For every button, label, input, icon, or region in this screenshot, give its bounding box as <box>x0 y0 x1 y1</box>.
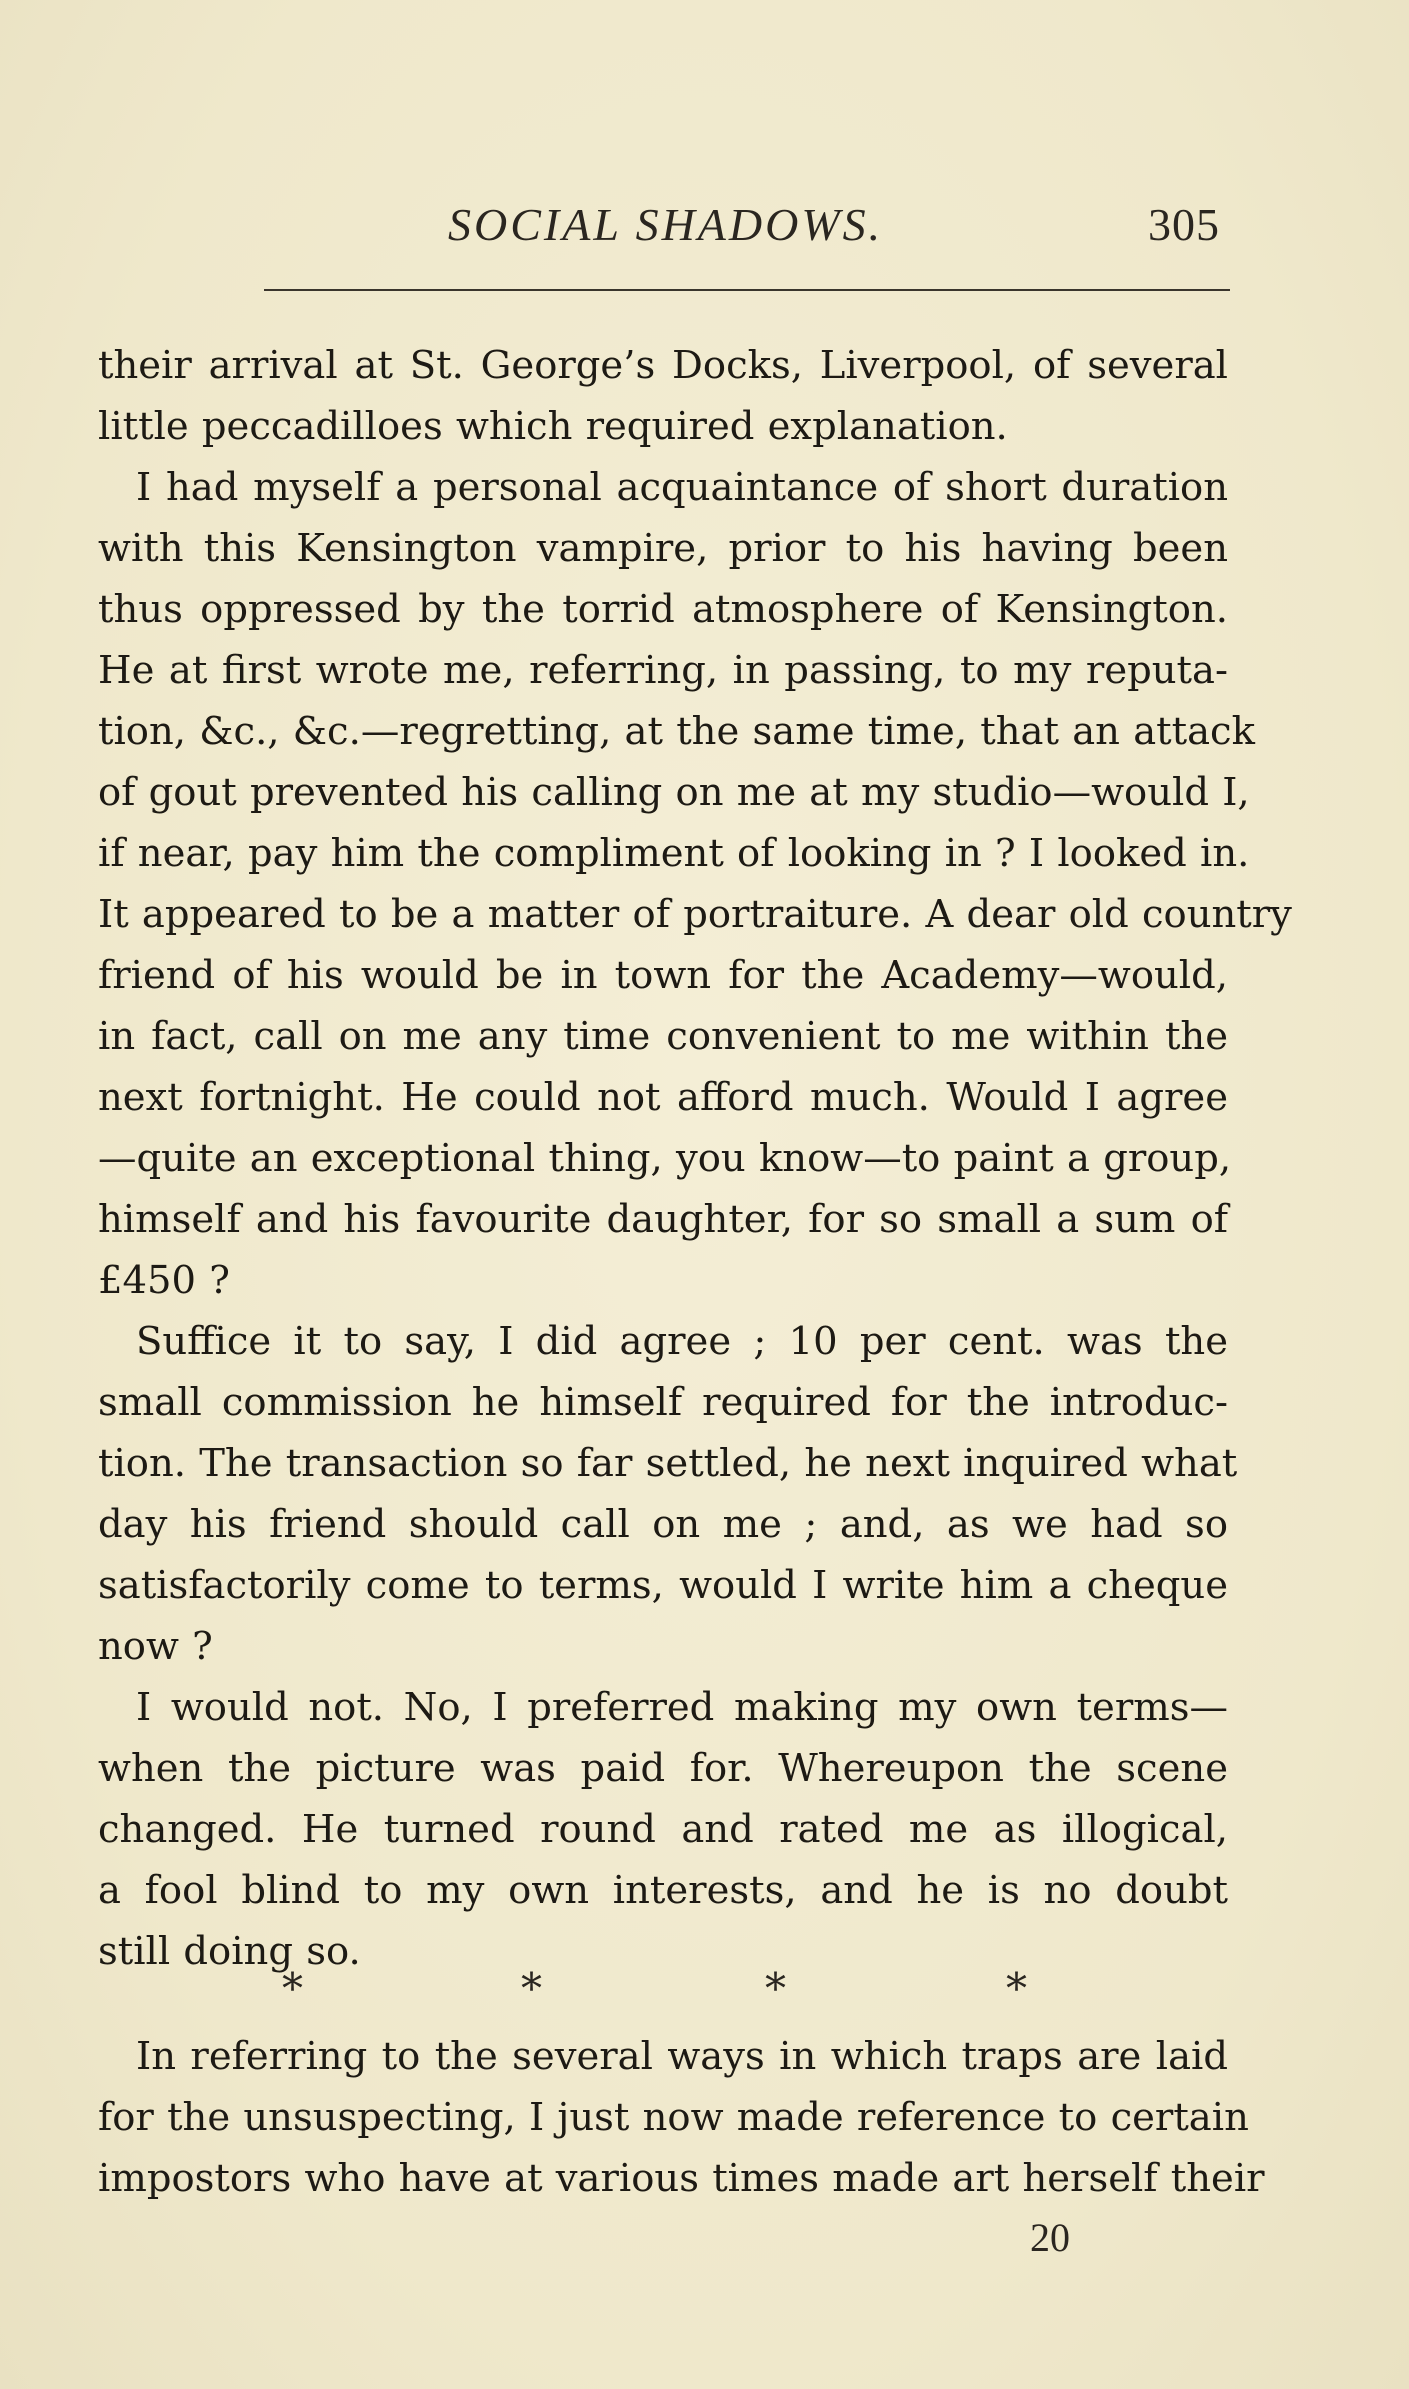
text-line: changed. He turned round and rated me as illogical, <box>98 1807 1228 1852</box>
text-line: thus oppressed by the torrid atmosphere of Kensington. <box>98 587 1228 632</box>
signature-mark: 20 <box>1030 2215 1070 2260</box>
text-line: In referring to the several ways in which traps are laid <box>136 2034 1228 2079</box>
asterisk: * <box>765 1964 786 2013</box>
text-line: now ? <box>98 1624 213 1669</box>
text-line: tion, &c., &c.—regretting, at the same time, that an attack <box>98 709 1255 754</box>
text-line: Suffice it to say, I did agree ; 10 per cent. was the <box>136 1319 1228 1364</box>
text-line: I would not. No, I preferred making my own terms— <box>136 1685 1228 1730</box>
text-line: tion. The transaction so far settled, he next inquired what <box>98 1441 1238 1486</box>
page-number: 305 <box>1148 199 1220 250</box>
asterisk: * <box>1006 1964 1027 2013</box>
text-line: of gout prevented his calling on me at my studio—would I, <box>98 770 1250 815</box>
running-head: SOCIAL SHADOWS. <box>448 199 884 250</box>
text-line: small commission he himself required for the introduc- <box>98 1380 1228 1425</box>
text-line: for the unsuspecting, I just now made reference to certain <box>98 2095 1249 2140</box>
text-line: It appeared to be a matter of portraiture. A dear old country <box>98 892 1292 937</box>
text-line: satisfactorily come to terms, would I write him a cheque <box>98 1563 1228 1608</box>
page-header <box>98 198 1228 258</box>
text-line: still doing so. <box>98 1929 361 1974</box>
text-line: if near, pay him the compliment of looking in ? I looked in. <box>98 831 1250 876</box>
section-separator <box>0 1964 1409 2014</box>
text-line: himself and his favourite daughter, for so small a sum of <box>98 1197 1228 1242</box>
text-line: I had myself a personal acquaintance of short duration <box>136 465 1228 510</box>
text-line: —quite an exceptional thing, you know—to paint a group, <box>98 1136 1232 1181</box>
text-line: day his friend should call on me ; and, as we had so <box>98 1502 1228 1547</box>
text-line: friend of his would be in town for the Academy—would, <box>98 953 1228 998</box>
text-line: little peccadilloes which required explanation. <box>98 404 1008 449</box>
text-line: in fact, call on me any time convenient to me within the <box>98 1014 1228 1059</box>
text-line: their arrival at St. George’s Docks, Liverpool, of several <box>98 343 1228 388</box>
text-line: He at first wrote me, referring, in passing, to my reputa- <box>98 648 1228 693</box>
text-line: impostors who have at various times made art herself their <box>98 2156 1265 2201</box>
closing-text <box>98 2026 1265 2209</box>
text-line: with this Kensington vampire, prior to his having been <box>98 526 1228 571</box>
text-line: when the picture was paid for. Whereupon the scene <box>98 1746 1228 1791</box>
header-rule <box>264 289 1230 291</box>
text-line: a fool blind to my own interests, and he is no doubt <box>98 1868 1228 1913</box>
asterisk: * <box>282 1964 303 2013</box>
body-text <box>98 335 1292 1982</box>
text-line: £450 ? <box>98 1258 230 1303</box>
text-line: next fortnight. He could not afford much. Would I agree <box>98 1075 1228 1120</box>
asterisk: * <box>521 1964 542 2013</box>
